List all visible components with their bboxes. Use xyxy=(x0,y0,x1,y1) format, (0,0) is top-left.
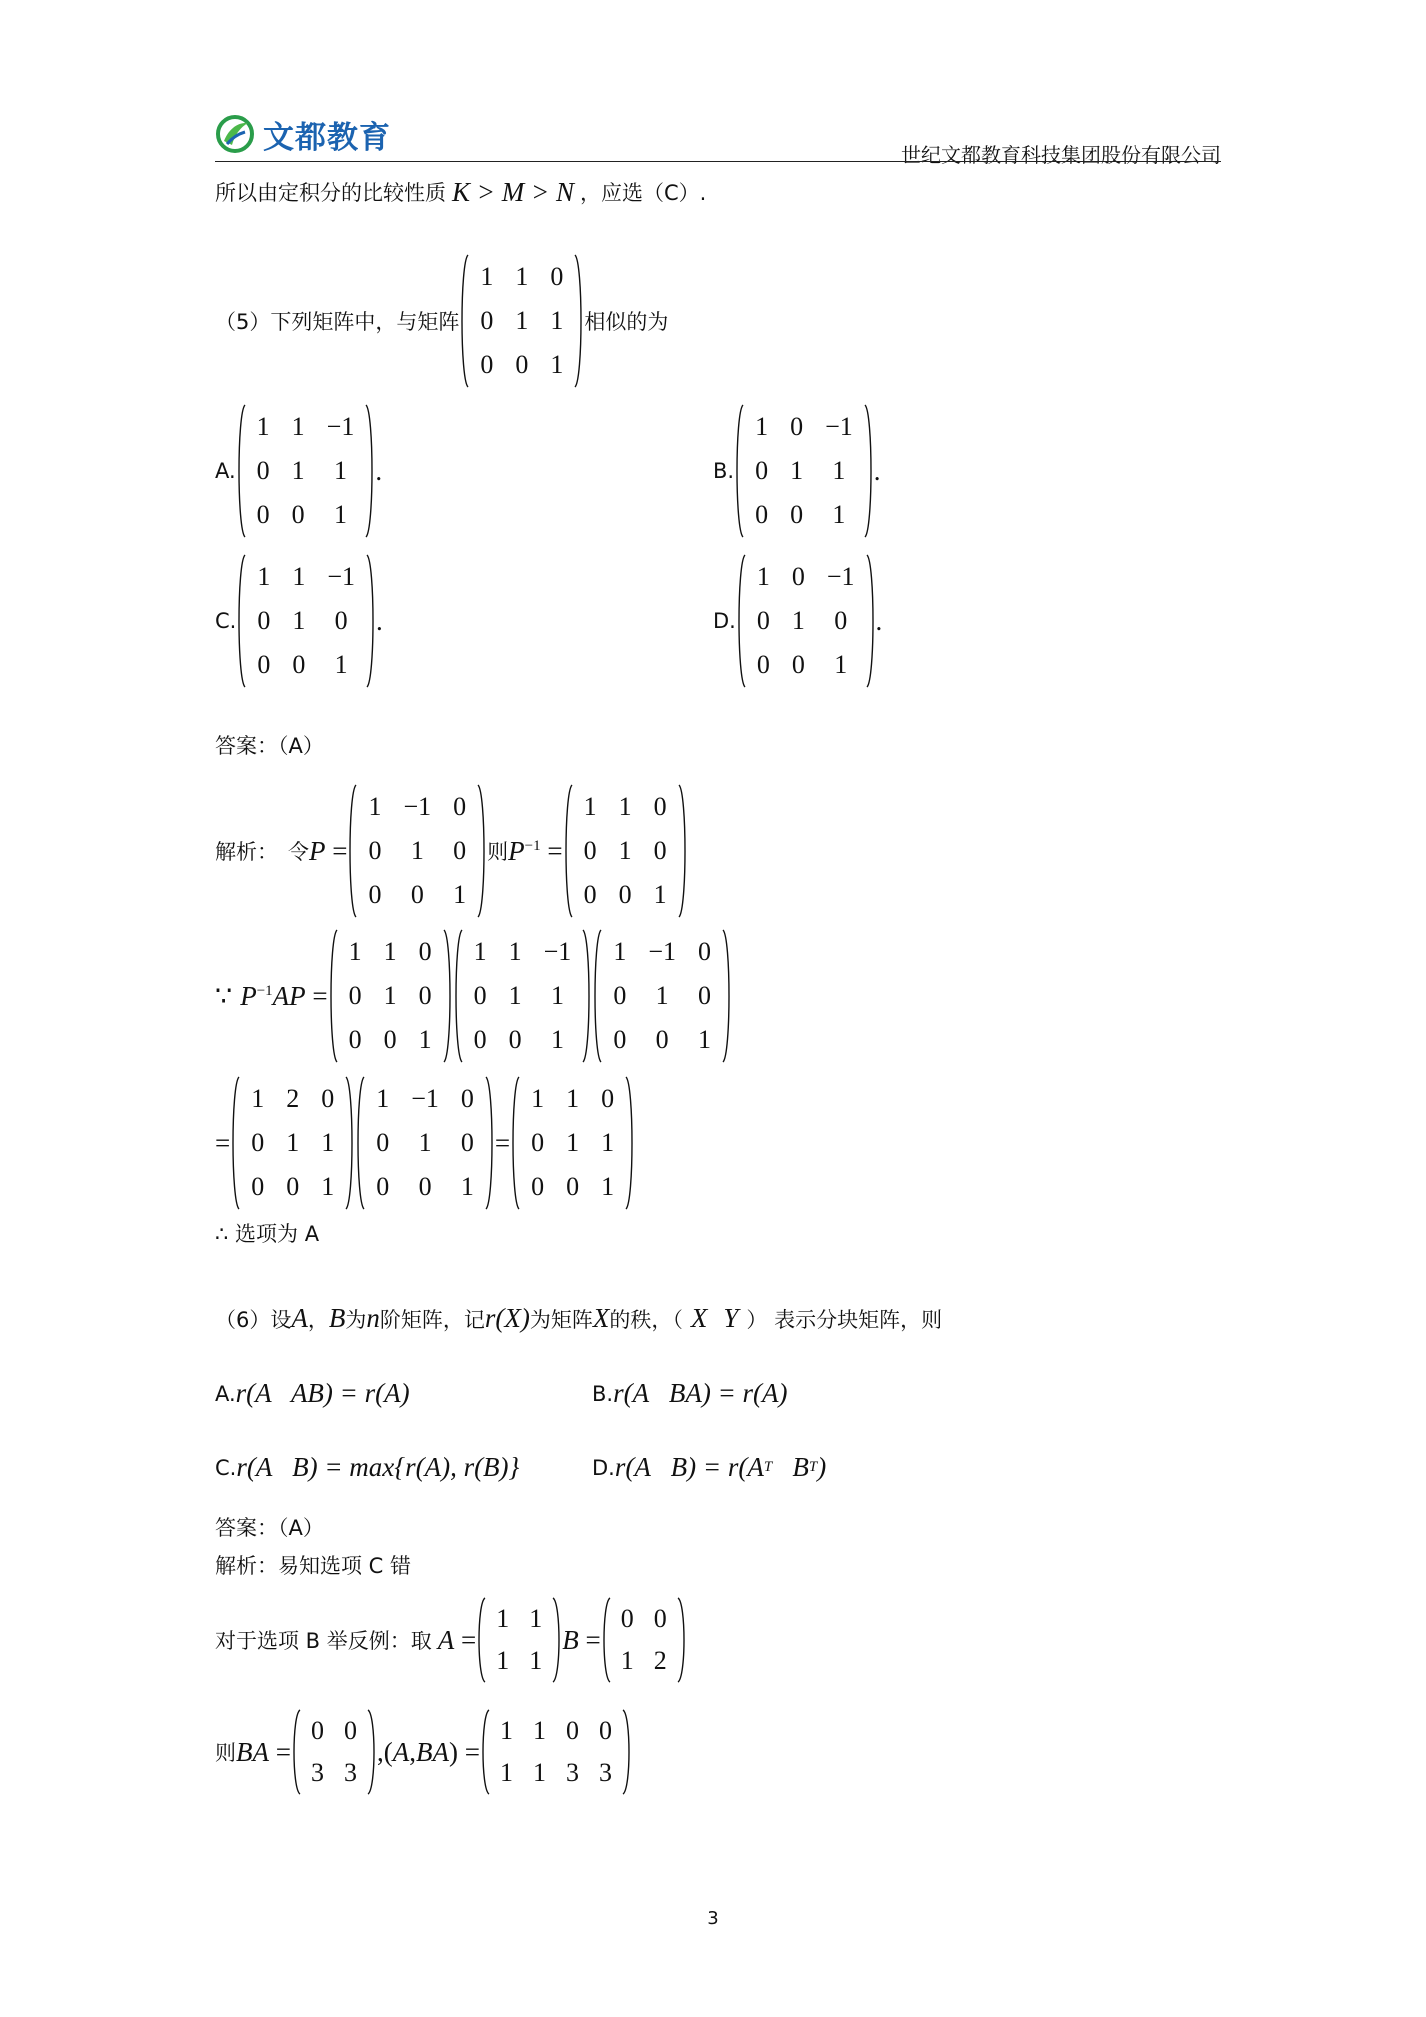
matrix-cell: 0 xyxy=(368,836,382,865)
right-paren xyxy=(678,785,688,917)
matrix-cell: −1 xyxy=(543,937,572,966)
left-paren xyxy=(734,405,744,537)
matrix-cell: 0 xyxy=(583,836,597,865)
eq1-matrix-2 xyxy=(453,930,593,1062)
right-paren xyxy=(625,1077,635,1209)
matrix-cell: −1 xyxy=(825,412,853,441)
matrix-p xyxy=(347,785,487,917)
matrix-cell: 1 xyxy=(620,1646,634,1675)
logo-text: 文都教育 xyxy=(263,119,391,156)
matrix-cell: 0 xyxy=(755,456,769,485)
matrix-cell: 2 xyxy=(653,1646,667,1675)
q6-option-b: B. r(A BA) = r(A) xyxy=(592,1378,788,1408)
matrix-cell: 1 xyxy=(321,1172,335,1201)
left-paren xyxy=(230,1077,240,1209)
right-paren xyxy=(866,555,876,687)
header-divider xyxy=(215,161,1221,162)
left-paren xyxy=(736,555,746,687)
matrix-cell: 0 xyxy=(348,1025,362,1054)
right-paren xyxy=(366,555,376,687)
right-paren xyxy=(722,930,732,1062)
matrix-cell: 1 xyxy=(566,1084,580,1113)
eq2-matrix-2 xyxy=(355,1077,495,1209)
matrix-cell: 0 xyxy=(697,981,711,1010)
q5-stem: （5）下列矩阵中，与矩阵 1 1 0 0 1 1 0 0 1 相似的为 xyxy=(215,255,668,387)
left-paren xyxy=(510,1077,520,1209)
matrix-cell: 0 xyxy=(251,1172,265,1201)
matrix-cell: 3 xyxy=(343,1758,357,1787)
right-paren xyxy=(367,1710,377,1794)
matrix-cell: 0 xyxy=(755,500,769,529)
matrix-cell: 0 xyxy=(618,880,632,909)
matrix-cell: 2 xyxy=(286,1084,300,1113)
matrix-cell: 0 xyxy=(410,880,424,909)
matrix-ba xyxy=(291,1710,377,1794)
matrix-cell: 1 xyxy=(755,412,769,441)
matrix-cell: 1 xyxy=(613,937,627,966)
matrix-cell: 0 xyxy=(566,1172,580,1201)
matrix-cell: 1 xyxy=(291,412,305,441)
q5-option-b: B. 1 0 −1 0 1 1 0 0 1 . xyxy=(713,405,881,537)
q6-counterexample-result: 则 BA = 0 0 3 3 ,(A,BA) = 1 1 0 0 1 1 3 3 xyxy=(215,1710,632,1794)
matrix-cell: 0 xyxy=(343,1716,357,1745)
left-paren xyxy=(347,785,357,917)
matrix-cell: 0 xyxy=(310,1716,324,1745)
matrix-b xyxy=(601,1598,687,1682)
matrix-cell: 1 xyxy=(834,650,848,679)
eq2-matrix-1 xyxy=(230,1077,355,1209)
matrix-cell: 1 xyxy=(383,937,397,966)
matrix-cell: 0 xyxy=(550,262,564,291)
matrix-cell: 1 xyxy=(418,1128,432,1157)
matrix-cell: 1 xyxy=(334,650,348,679)
left-paren xyxy=(563,785,573,917)
right-paren xyxy=(677,1598,687,1682)
matrix-cell: 1 xyxy=(383,981,397,1010)
q5-conclusion: ∴ 选项为 A xyxy=(215,1222,320,1246)
matrix-cell: 1 xyxy=(499,1758,513,1787)
matrix-cell: 0 xyxy=(790,412,804,441)
matrix-cell: 0 xyxy=(601,1084,615,1113)
matrix-cell: 1 xyxy=(618,792,632,821)
matrix-cell: 1 xyxy=(601,1128,615,1157)
left-paren xyxy=(480,1710,490,1794)
left-paren xyxy=(476,1598,486,1682)
matrix-cell: 0 xyxy=(515,350,529,379)
matrix-cell: 0 xyxy=(418,1172,432,1201)
matrix-cell: 0 xyxy=(756,606,770,635)
right-paren xyxy=(345,1077,355,1209)
eq1-matrix-1 xyxy=(328,930,453,1062)
matrix-cell: 1 xyxy=(334,456,347,485)
page-number: 3 xyxy=(707,1908,719,1929)
matrix-cell: 0 xyxy=(480,306,494,335)
matrix-cell: 1 xyxy=(251,1084,265,1113)
matrix-cell: −1 xyxy=(403,792,432,821)
matrix-cell: 1 xyxy=(655,981,669,1010)
right-paren xyxy=(582,930,592,1062)
right-paren xyxy=(574,255,584,387)
matrix-cell: 1 xyxy=(496,1646,510,1675)
option-b-matrix xyxy=(734,405,874,537)
matrix-cell: 1 xyxy=(550,306,564,335)
matrix-cell: 0 xyxy=(334,606,348,635)
matrix-cell: 1 xyxy=(515,262,529,291)
matrix-cell: 1 xyxy=(418,1025,432,1054)
matrix-cell: 0 xyxy=(453,792,467,821)
matrix-cell: −1 xyxy=(326,412,355,441)
matrix-cell: 1 xyxy=(653,880,667,909)
matrix-cell: 0 xyxy=(653,1604,667,1633)
matrix-cell: 1 xyxy=(601,1172,615,1201)
matrix-cell: 0 xyxy=(418,981,432,1010)
matrix-cell: 1 xyxy=(368,792,382,821)
prev-conclusion: 所以由定积分的比较性质 K > M > N ，应选（C）. xyxy=(215,176,707,207)
matrix-cell: 1 xyxy=(480,262,494,291)
matrix-a-ba xyxy=(480,1710,632,1794)
matrix-cell: 0 xyxy=(653,792,667,821)
q6-stem: （6）设 A ， B 为 n 阶矩阵，记 r(X) 为矩阵 X 的秩，（ X Y ） 表示分块矩阵，则 xyxy=(215,1303,943,1333)
matrix-cell: 0 xyxy=(531,1172,545,1201)
matrix-cell: 0 xyxy=(655,1025,669,1054)
matrix-cell: 1 xyxy=(453,880,467,909)
q6-analysis: 解析：易知选项 C 错 xyxy=(215,1554,412,1578)
matrix-cell: 1 xyxy=(321,1128,335,1157)
matrix-cell: 1 xyxy=(334,500,347,529)
matrix-cell: 0 xyxy=(473,1025,487,1054)
matrix-cell: 1 xyxy=(550,1025,564,1054)
matrix-cell: 1 xyxy=(499,1716,513,1745)
matrix-cell: −1 xyxy=(648,937,676,966)
matrix-cell: 1 xyxy=(508,981,522,1010)
matrix-a xyxy=(476,1598,562,1682)
matrix-cell: 0 xyxy=(453,836,467,865)
option-d-matrix xyxy=(736,555,876,687)
matrix-cell: 1 xyxy=(256,412,270,441)
matrix-cell: 0 xyxy=(834,606,848,635)
matrix-cell: 0 xyxy=(531,1128,545,1157)
left-paren xyxy=(355,1077,365,1209)
matrix-cell: 0 xyxy=(791,650,805,679)
left-paren xyxy=(236,405,246,537)
q5-answer: 答案：（A） xyxy=(215,734,324,758)
matrix-cell: 0 xyxy=(460,1084,474,1113)
matrix-cell: 1 xyxy=(529,1604,543,1633)
matrix-cell: 0 xyxy=(286,1172,300,1201)
matrix-cell: 3 xyxy=(565,1758,579,1787)
matrix-cell: 0 xyxy=(256,456,270,485)
matrix-cell: 0 xyxy=(598,1716,612,1745)
matrix-cell: 1 xyxy=(531,1084,545,1113)
matrix-cell: −1 xyxy=(826,562,855,591)
q5-option-d: D. 1 0 −1 0 1 0 0 0 1 . xyxy=(713,555,882,687)
matrix-cell: 1 xyxy=(550,350,564,379)
matrix-cell: 1 xyxy=(532,1716,546,1745)
matrix-cell: 0 xyxy=(348,981,362,1010)
eq1-matrix-3 xyxy=(592,930,732,1062)
matrix-cell: 0 xyxy=(376,1128,390,1157)
matrix-cell: 1 xyxy=(286,1128,300,1157)
matrix-cell: 1 xyxy=(550,981,564,1010)
left-paren xyxy=(592,930,602,1062)
logo xyxy=(215,112,391,156)
q5-analysis-line1: 解析： 令 P = 1 −1 0 0 1 0 0 0 1 则 $P^{-1}$ = 1 1 0 0 1 0 0 0 1 xyxy=(215,785,688,917)
left-paren xyxy=(291,1710,301,1794)
left-paren xyxy=(601,1598,611,1682)
matrix-cell: 0 xyxy=(790,500,804,529)
matrix-cell: 0 xyxy=(565,1716,579,1745)
logo-icon xyxy=(215,114,255,154)
right-paren xyxy=(864,405,874,537)
matrix-cell: 0 xyxy=(251,1128,265,1157)
right-paren xyxy=(485,1077,495,1209)
matrix-cell: 1 xyxy=(292,606,306,635)
matrix-cell: 0 xyxy=(473,981,487,1010)
right-paren xyxy=(622,1710,632,1794)
matrix-cell: 1 xyxy=(508,937,522,966)
matrix-cell: 0 xyxy=(368,880,382,909)
q6-answer: 答案：（A） xyxy=(215,1516,324,1540)
option-c-matrix xyxy=(236,555,376,687)
matrix-cell: 1 xyxy=(791,606,805,635)
right-paren xyxy=(552,1598,562,1682)
matrix-cell: 0 xyxy=(257,650,271,679)
company-name: 世纪文都教育科技集团股份有限公司 xyxy=(901,143,1221,167)
right-paren xyxy=(477,785,487,917)
matrix-cell: 1 xyxy=(292,562,306,591)
left-paren xyxy=(459,255,469,387)
matrix-cell: 0 xyxy=(418,937,432,966)
matrix-cell: 1 xyxy=(460,1172,474,1201)
eq2-matrix-3 xyxy=(510,1077,635,1209)
q5-option-a: A. 1 1 −1 0 1 1 0 0 1 . xyxy=(215,405,382,537)
matrix-cell: 1 xyxy=(376,1084,390,1113)
matrix-cell: 0 xyxy=(480,350,494,379)
q6-counterexample: 对于选项 B 举反例：取 A = 1 1 1 1 B = 0 0 1 2 xyxy=(215,1598,687,1682)
matrix-cell: 1 xyxy=(583,792,597,821)
matrix-cell: 1 xyxy=(832,500,846,529)
matrix-cell: 1 xyxy=(618,836,632,865)
matrix-cell: 1 xyxy=(756,562,770,591)
q5-analysis-line2: ∵ $P^{-1}AP$ = 1 1 0 0 1 0 0 0 1 1 1 −1 0 1 1 0 0 1 1 −1 0 0 1 0 0 0 1 xyxy=(215,930,732,1062)
comparison-expression: K > M > N xyxy=(452,176,574,207)
matrix-cell: 0 xyxy=(756,650,770,679)
matrix-cell: 0 xyxy=(697,937,711,966)
matrix-cell: −1 xyxy=(327,562,356,591)
right-paren xyxy=(365,405,375,537)
q5-analysis-line3: = 1 2 0 0 1 1 0 0 1 1 −1 0 0 1 0 0 0 1 = 1 1 0 0 1 1 0 0 1 xyxy=(215,1077,635,1209)
matrix-cell: 0 xyxy=(291,500,305,529)
matrix-cell: 0 xyxy=(791,562,805,591)
matrix-cell: 0 xyxy=(653,836,667,865)
left-paren xyxy=(453,930,463,1062)
matrix-cell: 0 xyxy=(257,606,271,635)
matrix-cell: 0 xyxy=(460,1128,474,1157)
matrix-cell: 1 xyxy=(473,937,487,966)
matrix-cell: 1 xyxy=(566,1128,580,1157)
matrix-p-inverse xyxy=(563,785,688,917)
option-a-matrix xyxy=(236,405,376,537)
matrix-cell: 0 xyxy=(613,981,627,1010)
matrix-cell: 0 xyxy=(383,1025,397,1054)
matrix-cell: 1 xyxy=(257,562,271,591)
q5-matrix xyxy=(459,255,584,387)
matrix-cell: 0 xyxy=(583,880,597,909)
matrix-cell: 0 xyxy=(613,1025,627,1054)
right-paren xyxy=(443,930,453,1062)
matrix-cell: 1 xyxy=(496,1604,510,1633)
matrix-cell: 1 xyxy=(532,1758,546,1787)
matrix-cell: 0 xyxy=(620,1604,634,1633)
matrix-cell: 0 xyxy=(256,500,270,529)
matrix-cell: 1 xyxy=(410,836,424,865)
matrix-cell: 1 xyxy=(348,937,362,966)
q6-option-a: A. r(A AB) = r(A) xyxy=(215,1378,410,1408)
left-paren xyxy=(328,930,338,1062)
matrix-cell: 0 xyxy=(376,1172,390,1201)
matrix-cell: 1 xyxy=(832,456,846,485)
matrix-cell: 1 xyxy=(291,456,305,485)
matrix-cell: 0 xyxy=(292,650,306,679)
matrix-cell: 3 xyxy=(310,1758,324,1787)
matrix-cell: 0 xyxy=(321,1084,335,1113)
matrix-cell: 0 xyxy=(508,1025,522,1054)
matrix-cell: −1 xyxy=(411,1084,439,1113)
q6-option-c: C. r(A B) = max{r(A), r(B)} xyxy=(215,1452,520,1482)
matrix-cell: 1 xyxy=(515,306,529,335)
left-paren xyxy=(236,555,246,687)
matrix-cell: 1 xyxy=(790,456,804,485)
matrix-cell: 1 xyxy=(529,1646,543,1675)
matrix-cell: 3 xyxy=(598,1758,612,1787)
q6-option-d: D. r(A B) = r(A T B T ) xyxy=(592,1452,827,1482)
q5-option-c: C. 1 1 −1 0 1 0 0 0 1 . xyxy=(215,555,383,687)
matrix-cell: 1 xyxy=(697,1025,711,1054)
